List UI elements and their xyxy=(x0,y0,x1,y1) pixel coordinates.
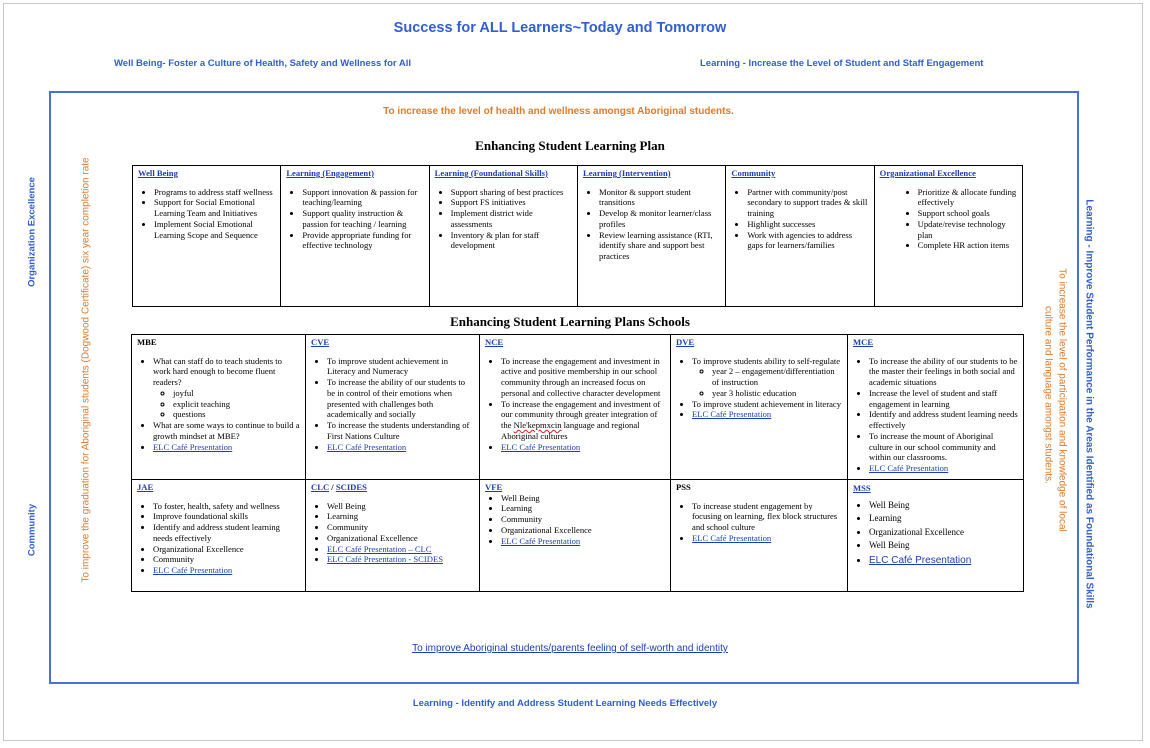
elc-cafe-link[interactable]: ELC Café Presentation xyxy=(501,535,581,546)
footer-goal: Learning - Identify and Address Student Learning Needs Effectively xyxy=(412,698,718,709)
list-item: • Monitor & support student transitions xyxy=(599,187,720,208)
list-item: • Improve foundational skills xyxy=(153,511,300,522)
subhead-well-being: Well Being- Foster a Culture of Health, Safety and Wellness for All xyxy=(114,58,412,69)
list-item: • Develop & monitor learner/class profiles xyxy=(599,208,720,229)
list-item: • Community xyxy=(327,522,474,533)
plan-table xyxy=(132,165,1023,307)
list-item: ◦ year 3 holistic education xyxy=(712,388,842,399)
list-item: • Community xyxy=(501,514,665,525)
list-item: • To improve students ability to self-regulate xyxy=(692,356,842,367)
list-item: • Highlight successes xyxy=(747,219,868,230)
list-item: ◦ year 2 – engagement/differentiation of instruction xyxy=(712,366,842,387)
text-segment: language and regional Aboriginal cultures xyxy=(501,420,640,441)
self-worth-link[interactable]: To improve Aboriginal students/parents feeling of self-worth and identity xyxy=(412,643,728,654)
list-item: • Implement district wide assessments xyxy=(451,208,572,229)
schools-title: Enhancing Student Learning Plans Schools xyxy=(450,314,690,329)
list-item: • Provide appropriate funding for effective technology xyxy=(302,230,423,251)
plan-col-engagement xyxy=(281,166,429,307)
list-item: • Increase the level of student and staff engagement in learning xyxy=(869,388,1018,409)
list-item: • Support FS initiatives xyxy=(451,197,572,208)
list-item: • Organizational Excellence xyxy=(327,533,474,544)
elc-cafe-link[interactable]: ELC Café Presentation xyxy=(153,565,233,576)
subhead-learning: Learning - Increase the Level of Student and Staff Engagement xyxy=(700,58,984,69)
list-item: • What are some ways to continue to build a growth mindset at MBE? xyxy=(153,420,300,441)
list-item: • Community xyxy=(153,554,300,565)
elc-cafe-link[interactable]: ELC Café Presentation xyxy=(869,463,949,474)
list-item: • Organizational Excellence xyxy=(869,526,1018,540)
school-name[interactable]: VFE xyxy=(485,482,503,492)
list-item: • Review learning assistance (RTI, identify share and support best practices xyxy=(599,230,720,262)
list-item: • Well Being xyxy=(327,501,474,512)
list-item xyxy=(692,533,842,544)
list-item: • To foster, health, safety and wellness xyxy=(153,501,300,512)
list-item: • Identify and address student learning needs effectively xyxy=(869,409,1018,430)
list-item: • Support innovation & passion for teaching/learning xyxy=(302,187,423,208)
orange-goal-top: To increase the level of health and wellness amongst Aboriginal students. xyxy=(383,106,734,117)
side-culture-goal-1: To increase the level of participation and knowledge of local xyxy=(1056,268,1068,532)
list-item: • Organizational Excellence xyxy=(501,525,665,536)
language-name: Nle'kepmxcin xyxy=(513,420,562,431)
plan-heading[interactable]: Organizational Excellence xyxy=(879,168,976,178)
list-item: • Partner with community/post secondary to support trades & skill training xyxy=(747,187,868,219)
plan-heading[interactable]: Community xyxy=(731,168,776,178)
list-item: • Programs to address staff wellness xyxy=(154,187,275,198)
school-cell-jae xyxy=(132,480,306,592)
plan-heading[interactable]: Learning (Foundational Skills) xyxy=(434,168,548,178)
elc-cafe-link[interactable]: ELC Café Presentation xyxy=(327,441,407,452)
list-item: • Update/revise technology plan xyxy=(918,219,1017,240)
list-item: • Implement Social Emotional Learning Scope and Sequence xyxy=(154,219,275,240)
elc-cafe-link[interactable]: ELC Café Presentation xyxy=(692,532,772,543)
side-culture-goal-2: culture and language amongst students. xyxy=(1042,306,1054,484)
list-item: • To increase the engagement and investment in active and positive membership in our school community through an increased focus on personal and collective character development xyxy=(501,356,665,399)
side-learning-foundational: Learning - Improve Student Performance in the Areas Identified as Foundational Skills xyxy=(1083,199,1095,609)
elc-cafe-link-scides[interactable]: ELC Café Presentation - SCIDES xyxy=(327,554,443,565)
elc-cafe-link[interactable]: ELC Café Presentation xyxy=(692,409,772,420)
school-name[interactable]: NCE xyxy=(485,337,504,347)
list-item: • To improve student achievement in literacy xyxy=(692,399,842,410)
list-item: • Well Being xyxy=(869,499,1018,513)
list-item: • Well Being xyxy=(869,539,1018,553)
list-item: • Support school goals xyxy=(918,208,1017,219)
plan-col-org-excellence xyxy=(874,166,1022,307)
list-item: • Inventory & plan for staff development xyxy=(451,230,572,251)
school-name: PSS xyxy=(676,482,691,492)
list-item xyxy=(869,463,1018,474)
plan-col-intervention xyxy=(577,166,725,307)
list-item: ◦ explicit teaching xyxy=(173,399,300,410)
list-item xyxy=(153,565,300,576)
plan-col-community xyxy=(726,166,874,307)
list-item: • Learning xyxy=(869,512,1018,526)
list-item xyxy=(869,553,1018,568)
text-segment: To increase the engagement and investment of our community through greater integration of the xyxy=(501,398,661,431)
list-item: ◦ joyful xyxy=(173,388,300,399)
elc-cafe-link[interactable]: ELC Café Presentation xyxy=(153,441,233,452)
list-item: ◦ questions xyxy=(173,409,300,420)
list-item: • To improve student achievement in Literacy and Numeracy xyxy=(327,356,474,377)
list-item: • Support sharing of best practices xyxy=(451,187,572,198)
list-item: • Well Being xyxy=(501,493,665,504)
schools-table xyxy=(131,334,1024,592)
separator: / xyxy=(329,482,336,492)
list-item: • To increase student engagement by focusing on learning, flex block structures and school culture xyxy=(692,501,842,533)
school-cell-vfe xyxy=(480,480,671,592)
list-item xyxy=(327,544,474,555)
elc-cafe-link[interactable]: ELC Café Presentation xyxy=(869,554,972,566)
school-name[interactable]: JAE xyxy=(137,482,154,492)
list-item xyxy=(501,442,665,453)
school-cell-mss xyxy=(848,480,1024,592)
side-org-excellence: Organization Excellence xyxy=(26,177,38,287)
list-item: • What can staff do to teach students to work hard enough to become fluent readers? xyxy=(153,356,300,388)
plan-heading[interactable]: Well Being xyxy=(138,168,178,178)
list-item xyxy=(501,536,665,547)
school-cell-cve xyxy=(306,335,480,480)
school-name[interactable]: DVE xyxy=(676,337,695,347)
list-item: • Learning xyxy=(501,503,665,514)
list-item: • To increase the ability of our students to be in control of their emotions when presented with challenges both academically and socially xyxy=(327,377,474,420)
plan-heading[interactable]: Learning (Intervention) xyxy=(582,168,671,178)
school-cell-mce xyxy=(848,335,1024,480)
list-item: • To increase the mount of Aboriginal culture in our school community and within our classrooms. xyxy=(869,431,1018,463)
school-name[interactable]: CVE xyxy=(311,337,330,347)
list-item: • Support for Social Emotional Learning Team and Initiatives xyxy=(154,197,275,218)
plan-col-foundational xyxy=(429,166,577,307)
side-community: Community xyxy=(26,503,38,557)
side-graduation-goal: To improve the graduation for Aboriginal students (Dogwood Certificate) six year completion rate xyxy=(80,157,92,583)
plan-title: Enhancing Student Learning Plan xyxy=(475,138,665,153)
list-item: • Work with agencies to address gaps for learners/families xyxy=(747,230,868,251)
plan-heading[interactable]: Learning (Engagement) xyxy=(286,168,374,178)
list-item: • Complete HR action items xyxy=(918,240,1017,251)
list-item xyxy=(501,399,665,442)
elc-cafe-link-clc[interactable]: ELC Café Presentation – CLC xyxy=(327,543,432,554)
plan-col-well-being xyxy=(133,166,281,307)
clc-link[interactable]: CLC xyxy=(311,482,330,492)
school-name xyxy=(311,482,474,493)
list-item xyxy=(153,442,300,453)
school-name[interactable]: MSS xyxy=(853,483,871,493)
school-name[interactable]: MCE xyxy=(853,337,874,347)
page-title: Success for ALL Learners~Today and Tomorrow xyxy=(393,20,727,36)
list-item: • Support quality instruction & passion for teaching / learning xyxy=(302,208,423,229)
school-cell-pss xyxy=(671,480,848,592)
elc-cafe-link[interactable]: ELC Café Presentation xyxy=(501,441,581,452)
school-cell-dve xyxy=(671,335,848,480)
list-item: • Learning xyxy=(327,511,474,522)
list-item: • Organizational Excellence xyxy=(153,544,300,555)
school-cell-nce xyxy=(480,335,671,480)
school-cell-clc xyxy=(306,480,480,592)
scides-link[interactable]: SCIDES xyxy=(335,482,367,492)
school-name: MBE xyxy=(137,337,157,347)
list-item xyxy=(327,554,474,565)
list-item: • Identify and address student learning needs effectively xyxy=(153,522,300,543)
list-item: • Prioritize & allocate funding effectively xyxy=(918,187,1017,208)
list-item xyxy=(327,442,474,453)
list-item xyxy=(692,409,842,420)
school-cell-mbe xyxy=(132,335,306,480)
list-item: • To increase the ability of our students to be the master their feelings in both social and academic situations xyxy=(869,356,1018,388)
list-item: • To increase the students understanding of First Nations Culture xyxy=(327,420,474,441)
